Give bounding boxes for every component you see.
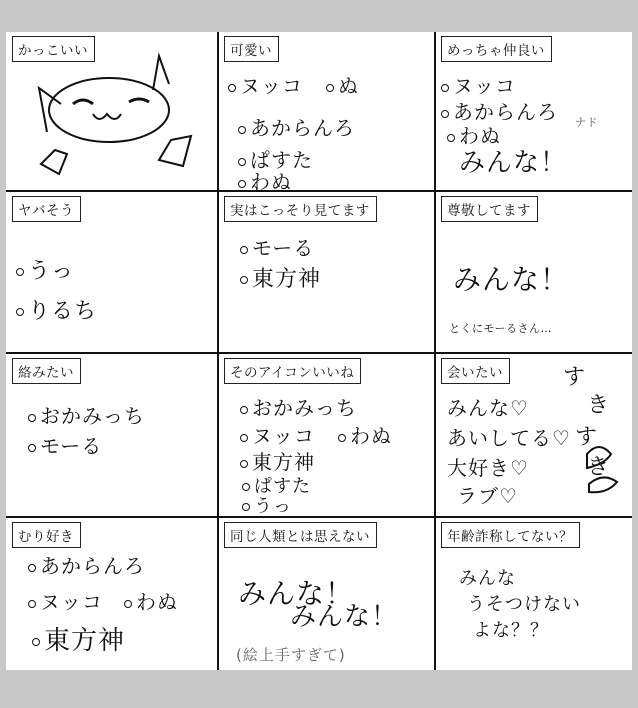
everyone-text: みんな！ xyxy=(290,602,399,632)
list-item: ヌッコ xyxy=(441,70,516,99)
cell-want-to-interact xyxy=(6,354,217,516)
cell-respect xyxy=(435,192,632,352)
list-item: あからんろ xyxy=(28,550,145,579)
cell-title: 絡みたい xyxy=(12,358,81,384)
note-text: ナド xyxy=(575,116,598,129)
side-char: き xyxy=(587,393,611,418)
list-item: ぱすた xyxy=(238,144,313,173)
list-item: モーる xyxy=(240,232,314,261)
cell-title: かっこいい xyxy=(12,36,95,62)
side-char: き xyxy=(587,455,611,480)
cell-title: 尊敬してます xyxy=(441,196,538,222)
list-item: ヌッコ xyxy=(228,70,303,99)
cell-dangerous xyxy=(6,192,217,352)
cell-secretly-watching xyxy=(218,192,434,352)
list-item: おかみっち xyxy=(28,400,145,429)
cell-age-fraud xyxy=(435,518,632,670)
list-item: ぬ xyxy=(326,70,359,99)
everyone-text: みんな！ xyxy=(238,577,355,610)
meme-sheet xyxy=(6,32,632,670)
everyone-text: みんな！ xyxy=(459,148,568,178)
age-line: うそつけない xyxy=(467,594,581,615)
heart-doodle xyxy=(569,364,629,504)
list-item: 東方神 xyxy=(240,262,321,293)
list-item: あからんろ xyxy=(441,96,558,125)
cell-title: ヤバそう xyxy=(12,196,81,222)
cell-close-friends xyxy=(435,32,632,190)
cell-title: 会いたい xyxy=(441,358,510,384)
list-item: あからんろ xyxy=(238,112,355,141)
cell-cool xyxy=(6,32,217,190)
cell-title: 年齢詐称してない？ xyxy=(441,522,580,548)
list-item: うっ xyxy=(242,492,292,516)
list-item: わぬ xyxy=(338,420,392,449)
side-char: す xyxy=(563,365,587,390)
list-item: モーる xyxy=(28,430,102,459)
cell-title: 同じ人類とは思えない xyxy=(224,522,377,548)
cell-title: 実はこっそり見てます xyxy=(224,196,377,222)
list-item: ヌッコ xyxy=(240,420,315,449)
list-item: うっ xyxy=(16,254,74,285)
list-item: りるち xyxy=(16,294,97,325)
love-line: みんな♡ xyxy=(447,396,529,420)
list-item: ぱすた xyxy=(242,472,311,498)
cell-nice-icon xyxy=(218,354,434,516)
love-line: ラブ♡ xyxy=(457,484,518,508)
list-item: 東方神 xyxy=(32,620,125,657)
side-char: す xyxy=(575,425,599,450)
list-item: わぬ xyxy=(238,166,292,190)
love-line: あいしてる♡ xyxy=(447,426,571,450)
note-text: (絵上手すぎて) xyxy=(236,646,346,664)
list-item: わぬ xyxy=(124,586,178,615)
list-item: ヌッコ xyxy=(28,586,103,615)
everyone-text: みんな！ xyxy=(453,263,570,296)
cell-title: そのアイコンいいね xyxy=(224,358,361,384)
cat-face-doodle xyxy=(11,42,211,190)
list-item: 東方神 xyxy=(240,446,315,475)
cell-title: 可愛い xyxy=(224,36,279,62)
cell-title: むり好き xyxy=(12,522,81,548)
cell-not-human xyxy=(218,518,434,670)
cell-cute xyxy=(218,32,434,190)
note-text: とくにモーるさん… xyxy=(449,322,553,335)
cell-want-to-meet xyxy=(435,354,632,516)
list-item: おかみっち xyxy=(240,392,357,421)
list-item: わぬ xyxy=(447,120,501,149)
cell-love-too-much xyxy=(6,518,217,670)
love-line: 大好き♡ xyxy=(447,456,529,480)
cell-title: めっちゃ仲良い xyxy=(441,36,552,62)
age-line: みんな xyxy=(459,568,516,589)
age-line: よな？？ xyxy=(473,620,549,641)
